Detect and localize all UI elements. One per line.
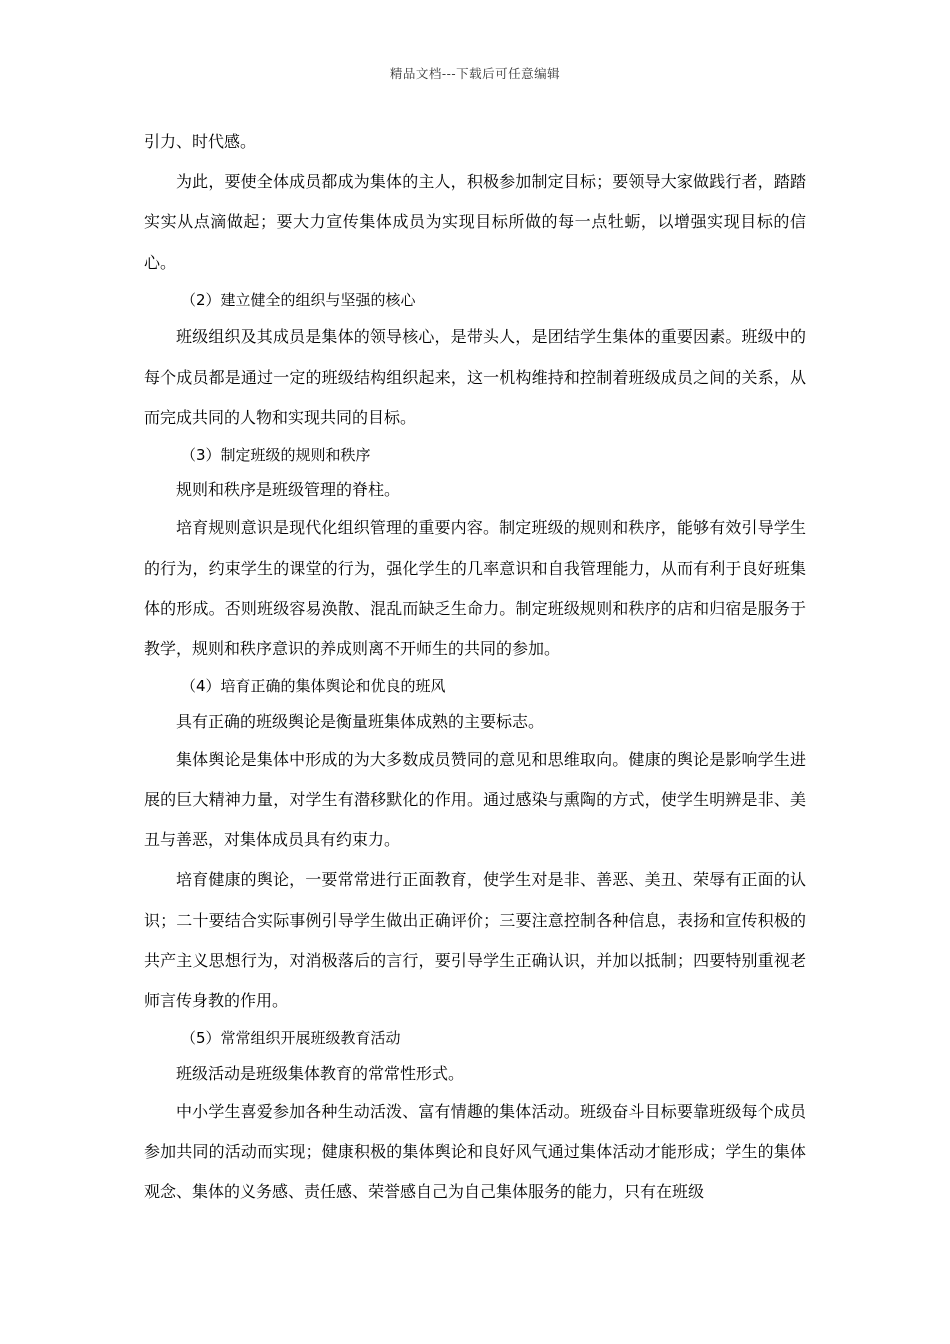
paragraph: 集体舆论是集体中形成的为大多数成员赞同的意见和思维取向。健康的舆论是影响学生进展的巨大精神力量，对学生有潜移默化的作用。通过感染与熏陶的方式，使学生明辨是非、美丑与善恶，对集体成员具有约束力。 <box>144 749 806 850</box>
paragraph: 引力、时代感。 <box>144 132 257 151</box>
page-header: 精品文档---下载后可任意编辑 <box>389 66 561 81</box>
paragraph: 中小学生喜爱参加各种生动活泼、富有情趣的集体活动。班级奋斗目标要靠班级每个成员参加共同的活动而实现；健康积极的集体舆论和良好风气通过集体活动才能形成；学生的集体观念、集体的义务感、责任感、荣誉感自己为自己集体服务的能力，只有在班级 <box>144 1101 806 1202</box>
section-heading: （3）制定班级的规则和秩序 <box>181 445 371 464</box>
document-body <box>144 122 806 1212</box>
section-heading: （5）常常组织开展班级教育活动 <box>181 1029 401 1048</box>
section-heading: （2）建立健全的组织与坚强的核心 <box>181 290 416 309</box>
paragraph: 培育规则意识是现代化组织管理的重要内容。制定班级的规则和秩序，能够有效引导学生的行为，约束学生的课堂的行为，强化学生的几率意识和自我管理能力，从而有利于良好班集体的形成。否则班级容易涣散、混乱而缺乏生命力。制定班级规则和秩序的店和归宿是服务于教学，规则和秩序意识的养成则离不开师生的共同的参加。 <box>144 518 806 659</box>
paragraph: 规则和秩序是班级管理的脊柱。 <box>176 480 401 500</box>
section-heading: （4）培育正确的集体舆论和优良的班风 <box>181 677 446 696</box>
paragraph: 班级活动是班级集体教育的常常性形式。 <box>176 1063 465 1083</box>
paragraph: 为此，要使全体成员都成为集体的主人，积极参加制定目标；要领导大家做践行者，踏踏实实从点滴做起；要大力宣传集体成员为实现目标所做的每一点牡蛎，以增强实现目标的信心。 <box>144 172 806 272</box>
paragraph: 培育健康的舆论，一要常常进行正面教育，使学生对是非、善恶、美丑、荣辱有正面的认识；二十要结合实际事例引导学生做出正确评价；三要注意控制各种信息，表扬和宣传积极的共产主义思想行为，对消极落后的言行，要引导学生正确认识，并加以抵制；四要特别重视老师言传身教的作用。 <box>144 870 806 1010</box>
paragraph: 班级组织及其成员是集体的领导核心，是带头人，是团结学生集体的重要因素。班级中的每个成员都是通过一定的班级结构组织起来，这一机构维持和控制着班级成员之间的关系，从而完成共同的人物和实现共同的目标。 <box>144 327 806 427</box>
paragraph: 具有正确的班级舆论是衡量班集体成熟的主要标志。 <box>176 711 545 731</box>
